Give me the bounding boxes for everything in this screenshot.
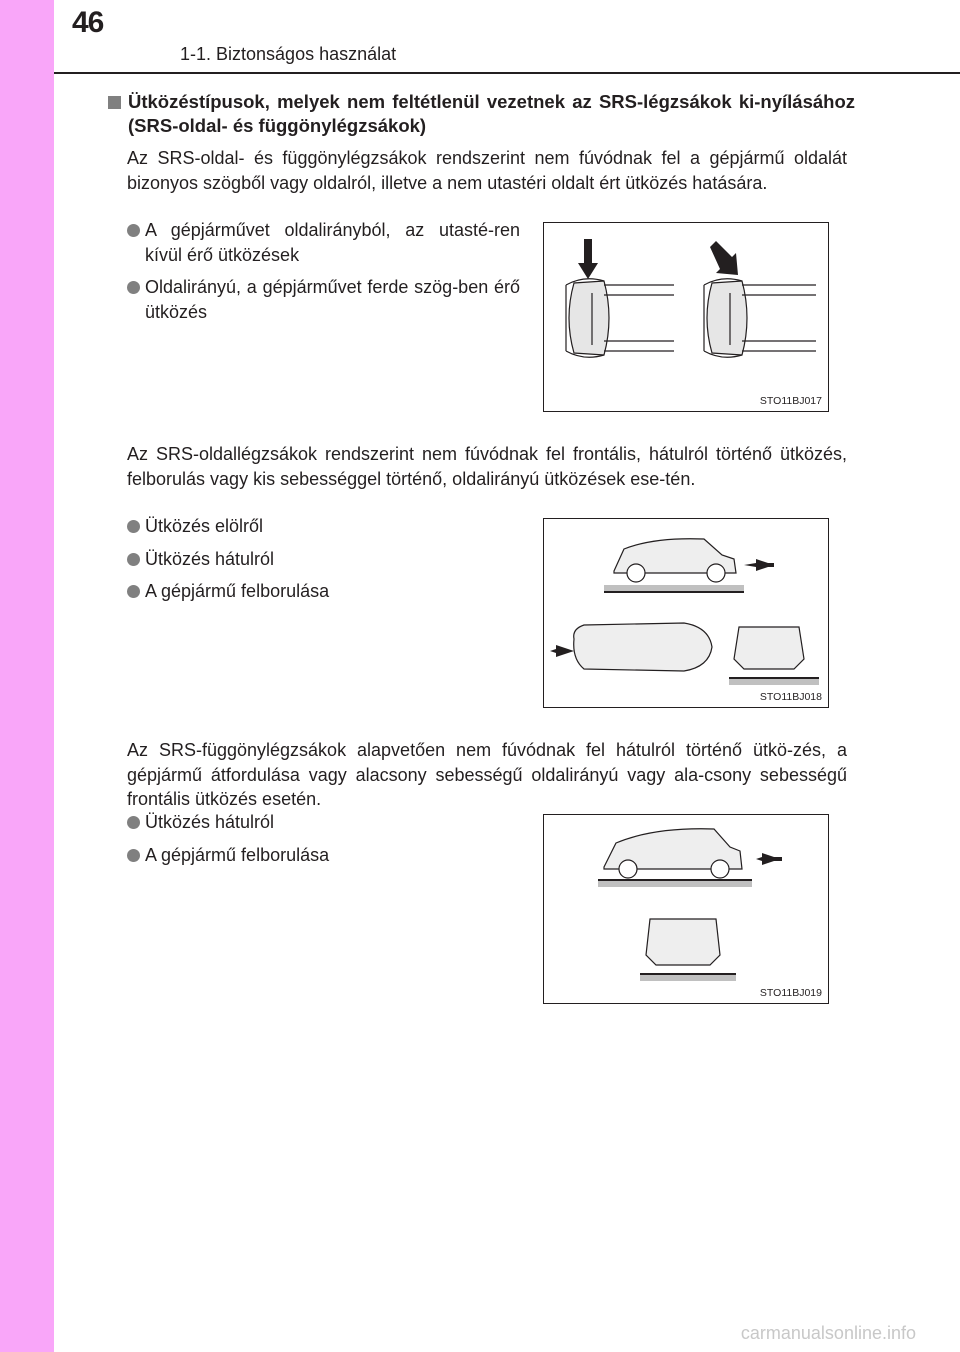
list-item-text: Ütközés hátulról	[145, 548, 275, 569]
list-item-text: Ütközés elölről	[145, 516, 264, 536]
list-item	[127, 218, 520, 267]
figure-front-rear-rollover	[543, 518, 829, 708]
figure-side-impact	[543, 222, 829, 412]
list-item-text: Ütközés hátulról	[145, 812, 275, 832]
page-header-title: 1-1. Biztonságos használat	[180, 44, 397, 64]
paragraph-curtain-airbag-exceptions: Az SRS-függönylégzsákok alapvetően nem fúvódnak fel hátulról történő ütkö-zés, a gépjármű átfordulása vagy alacsony sebességű oldalirányú vagy ala-csony sebességű frontális ütközés esetén.	[127, 740, 847, 809]
footer-watermark: carmanualsonline.info	[740, 1323, 916, 1343]
circle-bullet-icon	[127, 520, 140, 533]
circle-bullet-icon	[127, 585, 140, 598]
page-number: 46	[72, 6, 104, 39]
circle-bullet-icon	[127, 224, 140, 237]
list-item	[127, 514, 520, 539]
section-heading	[110, 90, 855, 138]
list-item	[127, 810, 520, 835]
section-heading-text: Ütközéstípusok, melyek nem feltétlenül vezetnek az SRS-légzsákok ki-nyílásához (SRS-oldal- és függönylégzsákok)	[128, 91, 855, 136]
list-item-text: A gépjármű felborulása	[145, 581, 330, 601]
figure-code: STO11BJ019	[759, 987, 822, 999]
list-item	[127, 275, 520, 324]
sidebar-tab	[0, 0, 54, 1352]
figure-rear-rollover	[543, 814, 829, 1004]
car-top-view-illustration	[544, 223, 828, 411]
bullet-list-2	[127, 514, 520, 612]
list-item	[127, 843, 520, 868]
list-item-text: A gépjárművet oldalirányból, az utasté-ren kívül érő ütközések	[145, 220, 520, 265]
paragraph-side-airbag-exceptions: Az SRS-oldallégzsákok rendszerint nem fúvódnak fel frontális, hátulról történő ütközés, felborulás vagy kis sebességgel történő, oldalirányú ütközések ese-tén.	[127, 444, 847, 489]
figure-code: STO11BJ017	[759, 395, 822, 407]
figure-code: STO11BJ018	[759, 691, 822, 703]
square-bullet-icon	[108, 96, 121, 109]
car-collision-illustration	[544, 519, 828, 707]
impact-arrow-icon	[756, 853, 782, 865]
circle-bullet-icon	[127, 553, 140, 566]
list-item	[127, 547, 520, 572]
bullet-list-3	[127, 810, 520, 875]
header-divider	[54, 72, 960, 74]
circle-bullet-icon	[127, 816, 140, 829]
list-item-text: Oldalirányú, a gépjárművet ferde szög-ben érő ütközés	[145, 277, 520, 322]
car-rear-rollover-illustration	[544, 815, 828, 1003]
bullet-list-1	[127, 218, 520, 332]
circle-bullet-icon	[127, 281, 140, 294]
circle-bullet-icon	[127, 849, 140, 862]
list-item-text: A gépjármű felborulása	[145, 844, 330, 865]
paragraph-side-curtain-intro: Az SRS-oldal- és függönylégzsákok rendszerint nem fúvódnak fel a gépjármű oldalát bizonyos szögből vagy oldalról, illetve a nem utastéri oldalt ért ütközés hatására.	[127, 148, 847, 193]
impact-arrow-icon	[578, 239, 738, 279]
list-item	[127, 579, 520, 604]
